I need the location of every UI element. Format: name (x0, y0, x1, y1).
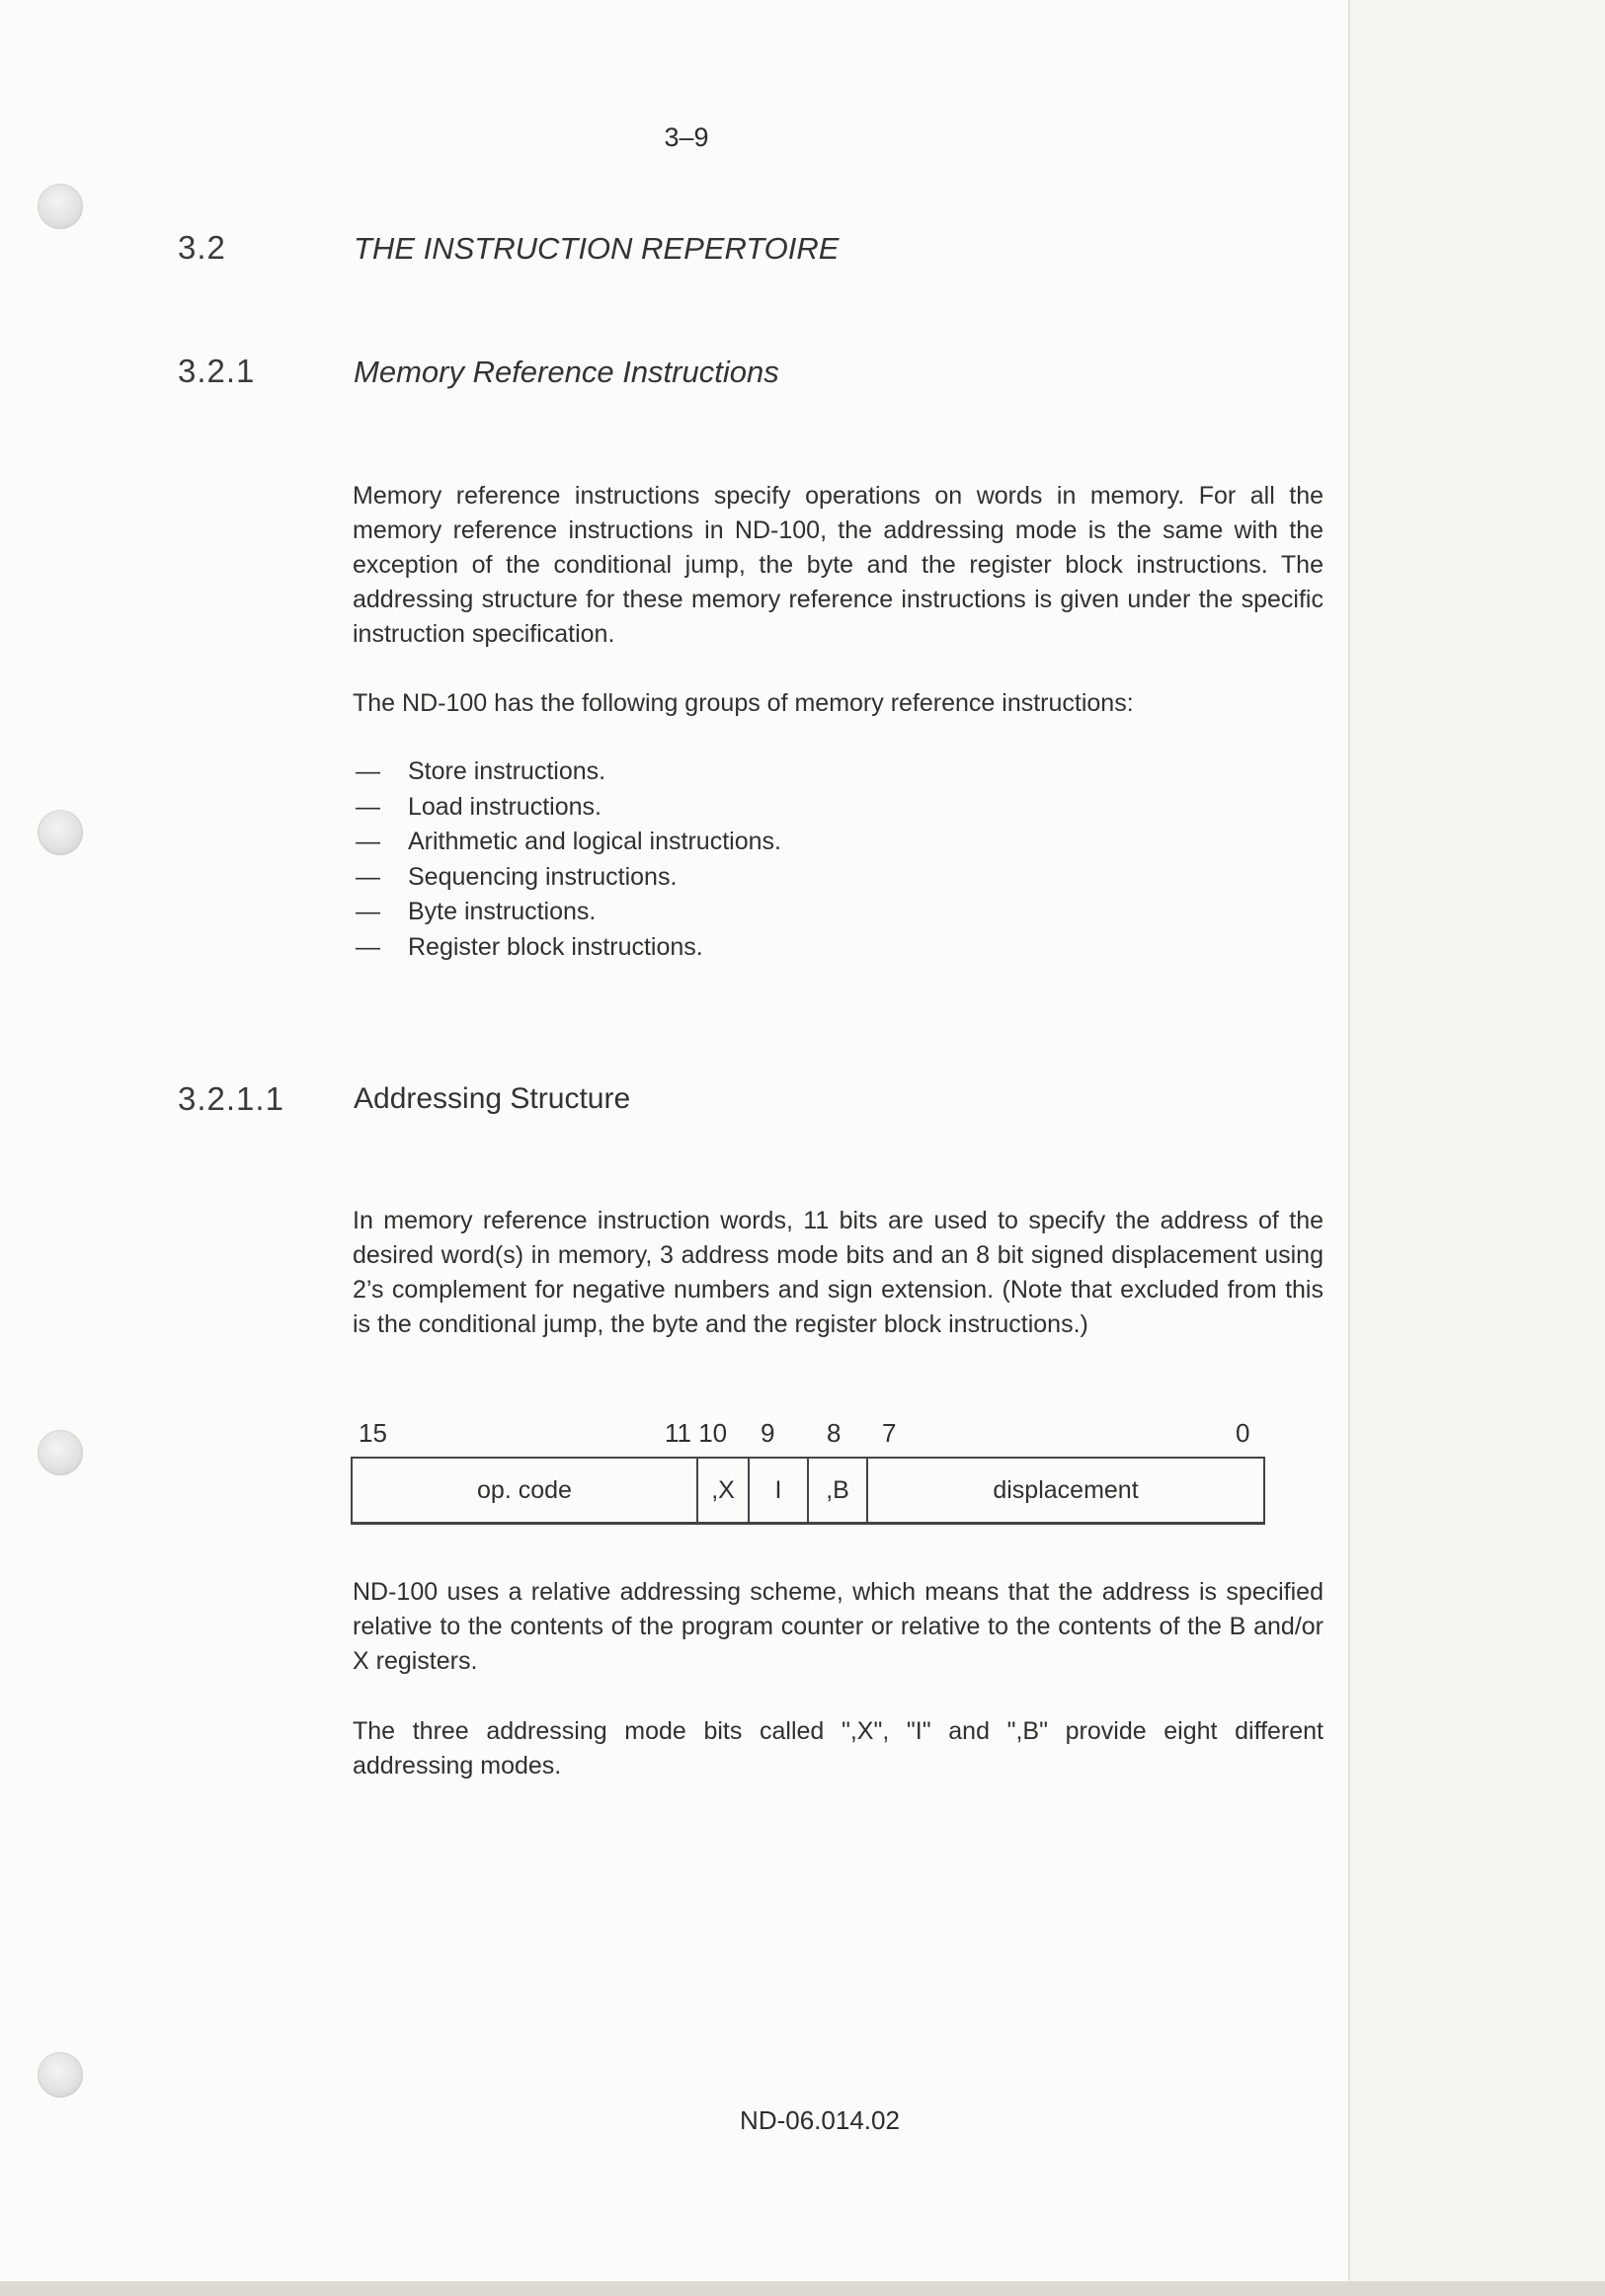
page-number: 3–9 (664, 122, 709, 152)
list-item: — Byte instructions. (356, 895, 781, 930)
list-item: — Register block instructions. (356, 930, 781, 966)
punch-hole (38, 184, 83, 229)
document-id-footer: ND-06.014.02 (740, 2105, 900, 2135)
bullet-dash: — (356, 862, 380, 891)
addressing-modes-paragraph: The three addressing mode bits called ",X", "I" and ",B" provide eight different addressing modes. (353, 1717, 1324, 1780)
bullet-dash: — (356, 898, 380, 925)
subsection-number: 3.2.1 (178, 353, 256, 389)
bullet-dash: — (356, 792, 380, 821)
subsubsection-number: 3.2.1.1 (178, 1080, 284, 1117)
intro-paragraph: Memory reference instructions specify operations on words in memory. For all the memory reference instructions in ND-100, the addressing mode is the same with the exception of the conditional jump, the byte and the register block instructions. The addressing structure for these memory reference instructions is given under the specific instruction specification. (353, 482, 1324, 648)
addressing-paragraph: In memory reference instruction words, 11 bits are used to specify the address of the desired word(s) in memory, 3 address mode bits and an 8 bit signed displacement using 2’s complement for negative numbers and sign extension. (Note that excluded from this is the conditional jump, the byte and the register block instructions.) (353, 1207, 1324, 1338)
section-number: 3.2 (178, 229, 226, 266)
relative-addressing-paragraph: ND-100 uses a relative addressing scheme, which means that the address is specified relative to the contents of the program counter or relative to the contents of the B and/or X registers. (353, 1578, 1324, 1675)
instruction-group-list (356, 754, 781, 965)
bullet-dash: — (356, 828, 380, 855)
bit-label-11-10: 11 10 (665, 1418, 728, 1448)
punch-hole (38, 2052, 83, 2098)
punch-hole (38, 810, 83, 855)
bit-label-8: 8 (827, 1418, 842, 1448)
bit-label-0: 0 (1236, 1418, 1250, 1448)
bullet-dash: — (356, 757, 380, 785)
page-edge (1348, 0, 1350, 2281)
x-bit-field: ,X (696, 1459, 748, 1522)
bullet-dash: — (356, 932, 380, 961)
section-title: THE INSTRUCTION REPERTOIRE (354, 231, 840, 266)
bit-position-labels (353, 1418, 1266, 1454)
bit-label-15: 15 (359, 1418, 387, 1448)
bit-label-9: 9 (761, 1418, 775, 1448)
punch-hole (38, 1430, 83, 1475)
bit-label-7: 7 (882, 1418, 897, 1448)
displacement-field: displacement (866, 1459, 1263, 1522)
opcode-field: op. code (477, 1475, 572, 1504)
groups-lead-paragraph: The ND-100 has the following groups of memory reference instructions: (353, 689, 1134, 717)
list-item: — Sequencing instructions. (356, 860, 781, 896)
scan-background-strip (0, 2281, 1605, 2296)
list-item: — Load instructions. (356, 790, 781, 826)
i-bit-field: I (748, 1459, 807, 1522)
b-bit-field: ,B (807, 1459, 866, 1522)
list-item: — Arithmetic and logical instructions. (356, 825, 781, 860)
list-item: — Store instructions. (356, 754, 781, 790)
subsubsection-title: Addressing Structure (354, 1082, 631, 1115)
instruction-word-diagram (351, 1457, 1265, 1525)
subsection-title: Memory Reference Instructions (354, 355, 779, 389)
